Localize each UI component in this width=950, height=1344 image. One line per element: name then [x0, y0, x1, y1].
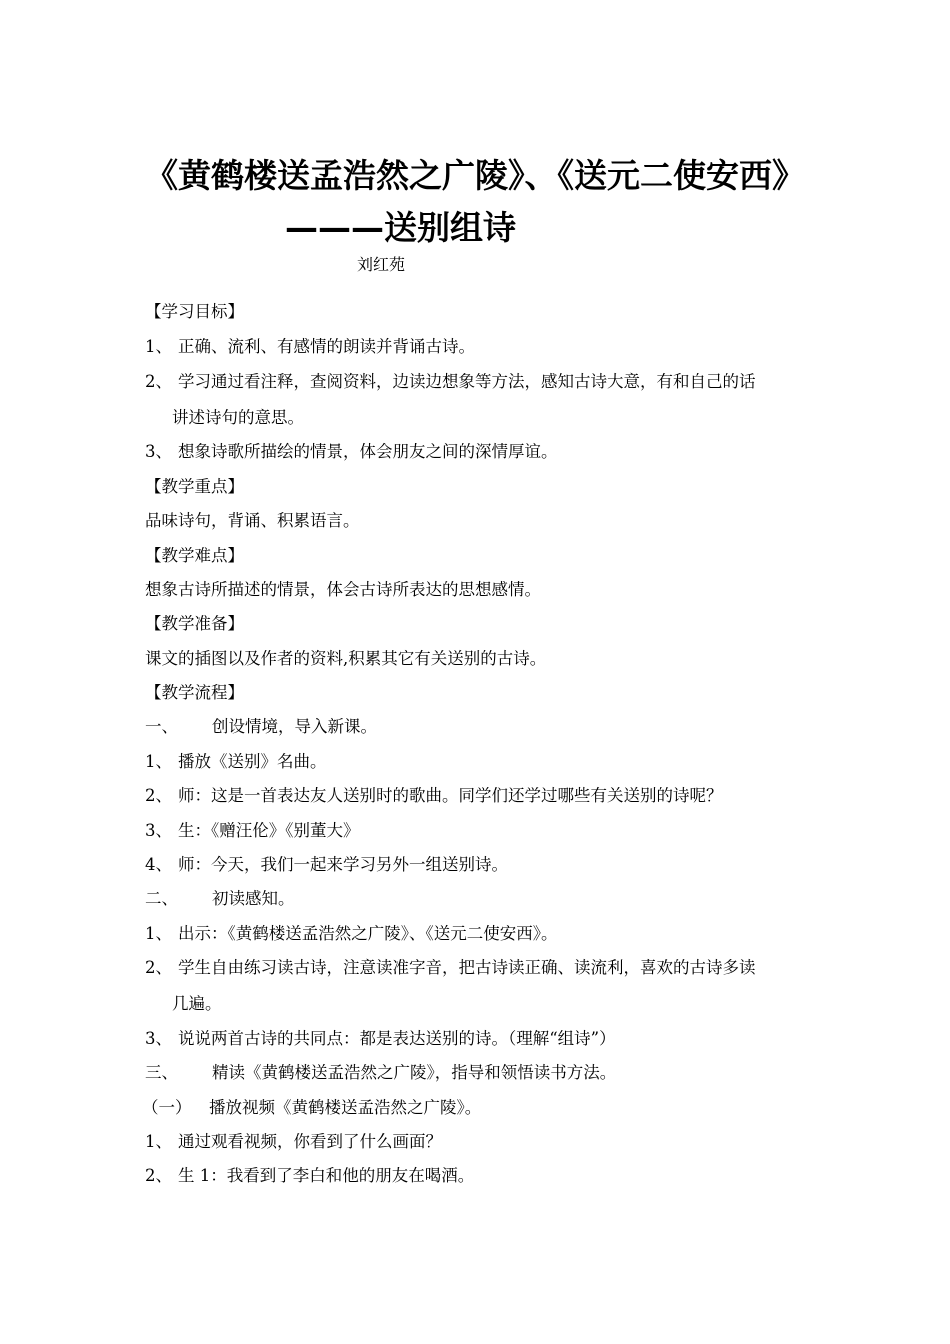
line-text: 学生自由练习读古诗，注意读准字音，把古诗读正确、读流利，喜欢的古诗多读 [178, 958, 756, 977]
line-text: 讲述诗句的意思。 [172, 408, 304, 427]
body-line [145, 958, 756, 978]
body-line [145, 372, 756, 392]
line-text: 课文的插图以及作者的资料,积累其它有关送别的古诗。 [145, 649, 547, 668]
line-text: 出示：《黄鹤楼送孟浩然之广陵》、《送元二使安西》。 [178, 924, 558, 943]
body-line [145, 855, 508, 875]
body-line [145, 580, 541, 600]
line-text: 品味诗句，背诵、积累语言。 [145, 511, 360, 530]
line-text: 【教学难点】 [145, 546, 244, 565]
line-text: 播放《送别》名曲。 [178, 752, 327, 771]
line-text: 师：这是一首表达友人送别时的歌曲。同学们还学过哪些有关送别的诗呢？ [178, 786, 723, 805]
line-text: 【教学准备】 [145, 614, 244, 633]
list-number: 2、 [145, 958, 172, 977]
line-text: 通过观看视频，你看到了什么画面？ [178, 1132, 442, 1151]
line-text: 【教学重点】 [145, 477, 244, 496]
body-line [145, 717, 377, 737]
list-number: （一） [142, 1098, 192, 1117]
line-text: 生：《赠汪伦》《别董大》 [178, 821, 360, 840]
line-text: 几遍。 [172, 994, 222, 1013]
body-line [172, 994, 222, 1014]
body-line [145, 1029, 616, 1049]
line-text: 说说两首古诗的共同点：都是表达送别的诗。（理解“组诗”） [178, 1029, 616, 1048]
list-number: 2、 [145, 1166, 172, 1185]
body-line [145, 1063, 616, 1083]
line-text: 学习通过看注释，查阅资料，边读边想象等方法，感知古诗大意，有和自己的话 [178, 372, 756, 391]
line-text: 想象古诗所描述的情景，体会古诗所表达的思想感情。 [145, 580, 541, 599]
body-line [145, 924, 558, 944]
list-number: 2、 [145, 372, 172, 391]
body-line [145, 1166, 474, 1186]
line-text: 【教学流程】 [145, 683, 244, 702]
line-text: 师：今天，我们一起来学习另外一组送别诗。 [178, 855, 508, 874]
list-number: 二、 [145, 889, 178, 908]
body-line [145, 786, 723, 806]
body-line [145, 1132, 442, 1152]
body-line [145, 337, 475, 357]
body-line [172, 408, 304, 428]
body-line [145, 442, 558, 462]
author-name: 刘红苑 [357, 255, 406, 274]
body-line [145, 614, 244, 634]
body-line [145, 477, 244, 497]
body-line [145, 683, 244, 703]
list-number: 2、 [145, 786, 172, 805]
line-text: 【学习目标】 [145, 302, 244, 321]
body-line [145, 511, 360, 531]
body-line [145, 546, 244, 566]
line-text: 想象诗歌所描绘的情景，体会朋友之间的深情厚谊。 [178, 442, 558, 461]
list-number: 3、 [145, 821, 172, 840]
line-text: 播放视频《黄鹤楼送孟浩然之广陵》。 [209, 1098, 482, 1117]
list-number: 4、 [145, 855, 172, 874]
line-text: 创设情境，导入新课。 [212, 717, 377, 736]
line-text: 精读《黄鹤楼送孟浩然之广陵》，指导和领悟读书方法。 [212, 1063, 617, 1082]
line-text: 正确、流利、有感情的朗读并背诵古诗。 [178, 337, 475, 356]
list-number: 1、 [145, 752, 172, 771]
list-number: 三、 [145, 1063, 178, 1082]
body-line [142, 1098, 482, 1118]
line-text: 初读感知。 [212, 889, 295, 908]
list-number: 1、 [145, 337, 172, 356]
document-subtitle: ———送别组诗 [285, 208, 516, 247]
list-number: 1、 [145, 1132, 172, 1151]
body-line [145, 889, 295, 909]
document-title: 《黄鹤楼送孟浩然之广陵》、《送元二使安西》 [145, 156, 805, 195]
body-line [145, 752, 327, 772]
list-number: 一、 [145, 717, 178, 736]
body-line [145, 302, 244, 322]
body-line [145, 649, 546, 669]
list-number: 3、 [145, 1029, 172, 1048]
line-text: 生 1：我看到了李白和他的朋友在喝酒。 [178, 1166, 475, 1185]
list-number: 3、 [145, 442, 172, 461]
list-number: 1、 [145, 924, 172, 943]
body-line [145, 821, 360, 841]
